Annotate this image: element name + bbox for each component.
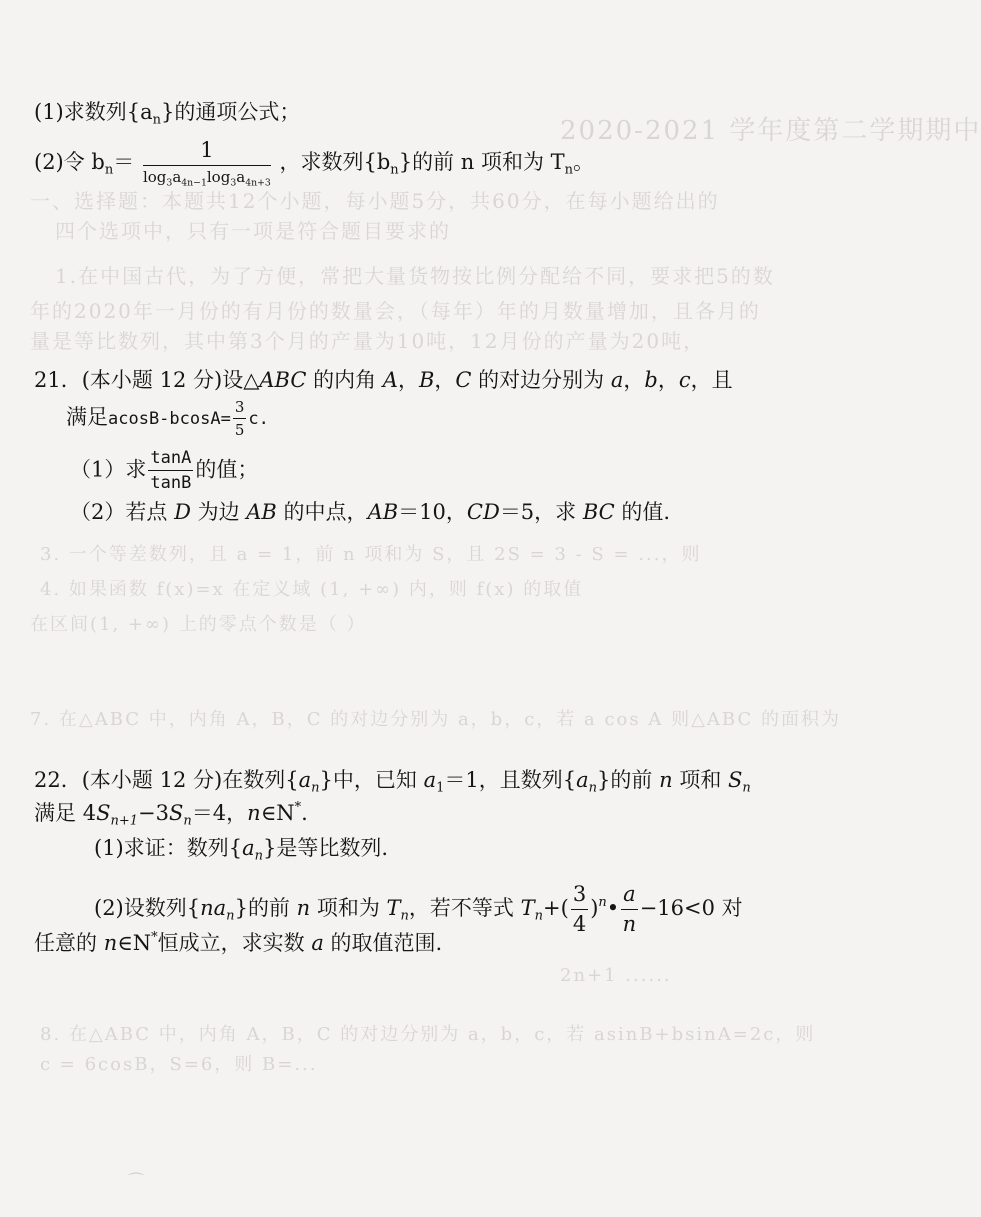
- bleed-through-text: 年的2020年一月份的有月份的数量会，（每年）年的月数量增加，且各月的: [30, 299, 761, 323]
- b-n-fraction: $\frac{1}{\log_3a_{4n-1}\log_3a_{4n+3}}$: [142, 138, 271, 189]
- a-over-n-fraction: $\frac{a}{n}$: [622, 882, 637, 937]
- bleed-through-text: 2n+1 ......: [560, 965, 672, 986]
- three-fourths-fraction: $\frac{3}{4}$: [572, 882, 587, 937]
- bleed-through-title: 2020-2021 学年度第二学期期中: [560, 116, 981, 146]
- bleed-through-text: 3. 一个等差数列，且 a = 1，前 n 项和为 S，且 2S = 3 - S = ...，则: [40, 544, 702, 565]
- problem-21-stem: 21．(本小题 12 分)设△ABC 的内角 A，B，C 的对边分别为 a，b，c，且: [34, 368, 733, 392]
- problem-21-condition: 满足acosB-bcosA= $\frac{3}{5}$ c.: [66, 398, 269, 439]
- bleed-through-text: 一、选择题：本题共12个小题，每小题5分，共60分，在每小题给出的: [30, 189, 720, 213]
- three-fifths-fraction: $\frac{3}{5}$: [234, 398, 245, 439]
- bleed-through-text: 量是等比数列，其中第3个月的产量为10吨，12月份的产量为20吨，: [30, 329, 706, 353]
- problem-22-stem: 22．(本小题 12 分)在数列$\{a_n\}$中，已知 $a_1=1$，且数列$\{a_n\}$的前 n 项和 $S_n$: [34, 768, 751, 796]
- problem-20-part-1: (1)求数列$\{a_n\}$的通项公式；: [34, 100, 301, 128]
- problem-20-part-2: (2)令 $b_n=$ $\frac{1}{\log_3a_{4n-1}\log_3a_{4n+3}}$ ，求数列$\{b_n\}$的前 n 项和为 $T_n$。: [34, 138, 595, 189]
- problem-22-condition: 满足 $4S_{n+1}-3S_n=4$，n∈N*.: [34, 800, 308, 829]
- problem-21-part-1: （1）求 $\frac{\tan A}{\tan B}$ 的值；: [70, 448, 259, 494]
- pencil-mark: ⌒: [128, 1171, 145, 1190]
- bleed-through-text: 4. 如果函数 f(x)=x 在定义域 (1, +∞) 内，则 f(x) 的取值: [40, 579, 584, 600]
- bleed-through-text: 四个选项中，只有一项是符合题目要求的: [55, 219, 451, 243]
- tan-ratio-fraction: $\frac{\tan A}{\tan B}$: [150, 448, 192, 494]
- problem-21-part-2: （2）若点 D 为边 AB 的中点，AB＝10，CD＝5，求 BC 的值.: [70, 500, 671, 524]
- bleed-through-text: 7. 在△ABC 中，内角 A，B，C 的对边分别为 a，b，c，若 a cos A 则△ABC 的面积为: [30, 709, 841, 730]
- bleed-through-text: 在区间(1, +∞) 上的零点个数是（ ）: [30, 614, 367, 635]
- bleed-through-text: 8. 在△ABC 中，内角 A，B，C 的对边分别为 a，b，c，若 asinB+bsinA=2c，则: [40, 1024, 816, 1045]
- problem-22-part-2: (2)设数列$\{na_n\}$的前 n 项和为 $T_n$，若不等式 $T_n+$( $\frac{3}{4}$ )$^n$• $\frac{a}{n}$ −16<0 对: [94, 882, 743, 937]
- problem-22-part-2-cont: 任意的 n∈N*恒成立，求实数 a 的取值范围.: [34, 930, 443, 956]
- problem-22-part-1: (1)求证：数列$\{a_n\}$是等比数列.: [94, 836, 389, 864]
- bleed-through-text: 1.在中国古代，为了方便，常把大量货物按比例分配给不同，要求把5的数: [55, 264, 775, 288]
- bleed-through-text: c = 6cosB，S=6，则 B=...: [40, 1054, 318, 1075]
